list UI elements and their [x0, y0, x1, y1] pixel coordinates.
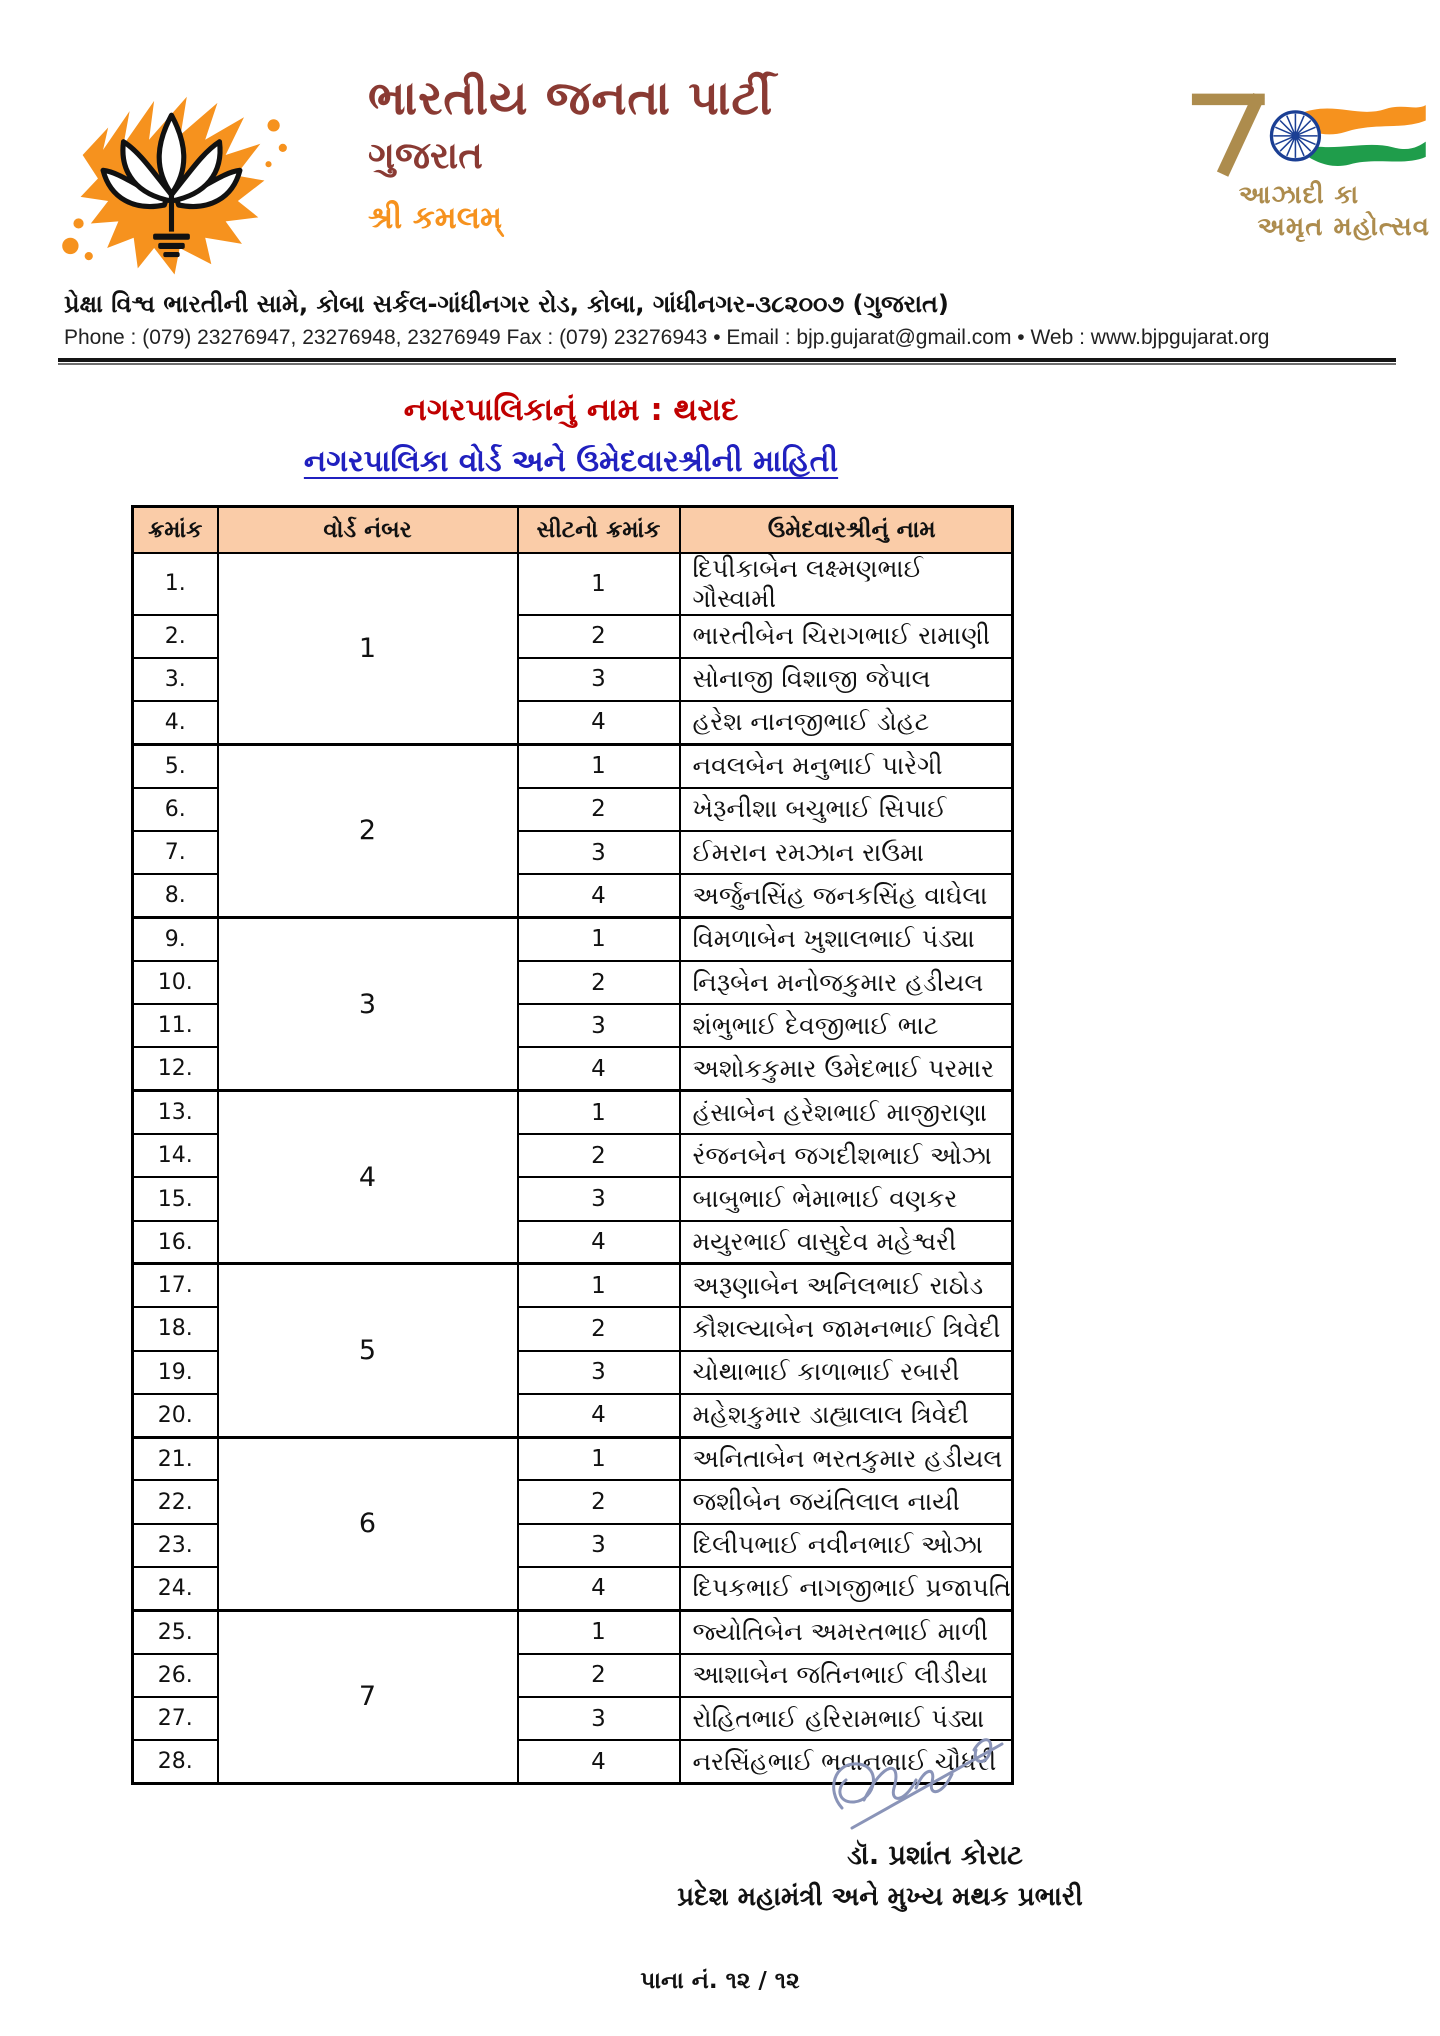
serial-number-cell: 21. [133, 1437, 218, 1480]
candidate-name-cell: વિમળાબેન ખુશાલભાઈ પંડ્યા [680, 918, 1013, 961]
office-name: શ્રી કમલમ્ [368, 200, 503, 237]
candidate-row [133, 1264, 1013, 1307]
seat-number-cell: 2 [518, 1480, 680, 1523]
ward-number-cell: 7 [218, 1610, 518, 1783]
seat-number-cell: 1 [518, 1610, 680, 1653]
candidate-name-cell: નરસિંહભાઈ ભવાનભાઈ ચૌધરી [680, 1740, 1013, 1783]
seat-number-cell: 2 [518, 1307, 680, 1350]
amrut-line2: અમૃત મહોત્સવ [1257, 212, 1430, 242]
table-title: નગરપાલિકા વોર્ડ અને ઉમેદવારશ્રીની માહિતી [303, 444, 839, 479]
signatory-designation: પ્રદેશ મહામંત્રી અને મુખ્ય મથક પ્રભારી [677, 1882, 1083, 1912]
seat-number-cell: 2 [518, 1654, 680, 1697]
serial-number-cell: 25. [133, 1610, 218, 1653]
serial-number-cell: 17. [133, 1264, 218, 1307]
serial-number-cell: 24. [133, 1567, 218, 1610]
candidate-name-cell: જ્યોતિબેન અમરતભાઈ માળી [680, 1610, 1013, 1653]
candidate-name-cell: અનિતાબેન ભરતકુમાર હડીયલ [680, 1437, 1013, 1480]
candidate-name-cell: ભારતીબેન ચિરાગભાઈ રામાણી [680, 615, 1013, 658]
candidate-name-cell: રોહિતભાઈ હરિરામભાઈ પંડ્યા [680, 1697, 1013, 1740]
seat-number-cell: 2 [518, 615, 680, 658]
seat-number-cell: 2 [518, 961, 680, 1004]
seat-number-cell: 3 [518, 1004, 680, 1047]
municipality-name-title: નગરપાલિકાનું નામ : થરાદ [403, 392, 739, 428]
candidate-name-cell: ઈમરાન રમઝાન રાઉમા [680, 831, 1013, 874]
table-header-row [133, 507, 1013, 553]
signature-scribble-icon [822, 1728, 1027, 1853]
header-ward: વોર્ડ નંબર [218, 507, 518, 553]
amrut-mahotsav-logo [1168, 86, 1430, 243]
serial-number-cell: 7. [133, 831, 218, 874]
seat-number-cell: 4 [518, 1567, 680, 1610]
candidate-name-cell: અશોકકુમાર ઉમેદભાઈ પરમાર [680, 1047, 1013, 1090]
serial-number-cell: 15. [133, 1177, 218, 1220]
seat-number-cell: 2 [518, 1134, 680, 1177]
candidate-name-cell: હરેશ નાનજીભાઈ ડોહટ [680, 701, 1013, 744]
serial-number-cell: 5. [133, 744, 218, 787]
seat-number-cell: 1 [518, 553, 680, 615]
seat-number-cell: 3 [518, 1524, 680, 1567]
candidate-name-cell: બાબુભાઈ ભેમાભાઈ વણકર [680, 1177, 1013, 1220]
header-candidate-name: ઉમેદવારશ્રીનું નામ [680, 507, 1013, 553]
candidate-name-cell: દિપીકાબેન લક્ષ્મણભાઈ ગૌસ્વામી [680, 553, 1013, 615]
seat-number-cell: 3 [518, 1351, 680, 1394]
candidate-name-cell: આશાબેન જતિનભાઈ લીડીયા [680, 1654, 1013, 1697]
state-name: ગુજરાત [368, 134, 483, 178]
candidate-name-cell: મયુરભાઈ વાસુદેવ મહેશ્વરી [680, 1221, 1013, 1264]
serial-number-cell: 22. [133, 1480, 218, 1523]
signatory-name: ડૉ. પ્રશાંત કોરાટ [847, 1840, 1023, 1871]
ward-number-cell: 2 [218, 744, 518, 917]
candidate-row [133, 918, 1013, 961]
candidate-name-cell: શંભુભાઈ દેવજીભાઈ ભાટ [680, 1004, 1013, 1047]
seat-number-cell: 2 [518, 788, 680, 831]
candidate-name-cell: અરૂણાબેન અનિલભાઈ રાઠોડ [680, 1264, 1013, 1307]
seat-number-cell: 4 [518, 1047, 680, 1090]
amrut-75-flag-icon [1180, 86, 1430, 178]
candidate-name-cell: ખેરૂનીશા બચુભાઈ સિપાઈ [680, 788, 1013, 831]
serial-number-cell: 2. [133, 615, 218, 658]
seat-number-cell: 1 [518, 918, 680, 961]
letterhead-divider [58, 358, 1396, 365]
candidate-row [133, 1091, 1013, 1134]
serial-number-cell: 4. [133, 701, 218, 744]
ward-number-cell: 4 [218, 1091, 518, 1264]
contact-line: Phone : (079) 23276947, 23276948, 23276949 Fax : (079) 23276943 • Email : bjp.gujarat@gmail.com • Web : www.bjpgujarat.org [64, 326, 1270, 349]
serial-number-cell: 23. [133, 1524, 218, 1567]
serial-number-cell: 14. [133, 1134, 218, 1177]
serial-number-cell: 9. [133, 918, 218, 961]
page-number: પાના નં. ૧૨ / ૧૨ [640, 1968, 800, 1994]
candidate-row [133, 1437, 1013, 1480]
candidate-name-cell: કૌશલ્યાબેન જામનભાઈ ત્રિવેદી [680, 1307, 1013, 1350]
seat-number-cell: 1 [518, 1437, 680, 1480]
candidates-table-body [133, 553, 1013, 1784]
candidates-table [131, 505, 1014, 1785]
serial-number-cell: 3. [133, 658, 218, 701]
seat-number-cell: 3 [518, 1177, 680, 1220]
seat-number-cell: 1 [518, 1091, 680, 1134]
candidate-name-cell: ચોથાભાઈ કાળાભાઈ રબારી [680, 1351, 1013, 1394]
candidate-name-cell: રંજનબેન જગદીશભાઈ ઓઝા [680, 1134, 1013, 1177]
seat-number-cell: 4 [518, 1221, 680, 1264]
candidate-name-cell: જશીબેન જયંતિલાલ નાયી [680, 1480, 1013, 1523]
party-name: ભારતીય જનતા પાર્ટી [368, 71, 774, 126]
serial-number-cell: 16. [133, 1221, 218, 1264]
candidate-row [133, 744, 1013, 787]
candidate-name-cell: હંસાબેન હરેશભાઈ માજીરાણા [680, 1091, 1013, 1134]
seat-number-cell: 4 [518, 874, 680, 917]
serial-number-cell: 28. [133, 1740, 218, 1783]
header-seat: સીટનો ક્રમાંક [518, 507, 680, 553]
candidate-name-cell: નિરૂબેન મનોજકુમાર હડીયલ [680, 961, 1013, 1004]
serial-number-cell: 18. [133, 1307, 218, 1350]
candidate-name-cell: અર્જુનસિંહ જનકસિંહ વાઘેલા [680, 874, 1013, 917]
bjp-lotus-logo-icon [52, 58, 292, 298]
header-serial: ક્રમાંક [133, 507, 218, 553]
amrut-line1: આઝાદી કા [1238, 180, 1360, 209]
candidate-name-cell: દિલીપભાઈ નવીનભાઈ ઓઝા [680, 1524, 1013, 1567]
office-address: પ્રેક્ષા વિશ્વ ભારતીની સામે, કોબા સર્કલ-ગાંધીનગર રોડ, કોબા, ગાંધીનગર-૩૮૨૦૦૭ (ગુજરાત) [64, 290, 949, 318]
serial-number-cell: 1. [133, 553, 218, 615]
seat-number-cell: 3 [518, 1697, 680, 1740]
serial-number-cell: 13. [133, 1091, 218, 1134]
seat-number-cell: 4 [518, 1394, 680, 1437]
serial-number-cell: 10. [133, 961, 218, 1004]
candidate-name-cell: નવલબેન મનુભાઈ પારેગી [680, 744, 1013, 787]
seat-number-cell: 4 [518, 1740, 680, 1783]
ward-number-cell: 1 [218, 553, 518, 745]
ward-number-cell: 5 [218, 1264, 518, 1437]
seat-number-cell: 1 [518, 1264, 680, 1307]
serial-number-cell: 20. [133, 1394, 218, 1437]
serial-number-cell: 8. [133, 874, 218, 917]
candidate-row [133, 1610, 1013, 1653]
candidates-table-wrap [131, 505, 1011, 1785]
serial-number-cell: 11. [133, 1004, 218, 1047]
ward-number-cell: 3 [218, 918, 518, 1091]
candidate-name-cell: મહેશકુમાર ડાહ્યાલાલ ત્રિવેદી [680, 1394, 1013, 1437]
serial-number-cell: 6. [133, 788, 218, 831]
serial-number-cell: 12. [133, 1047, 218, 1090]
serial-number-cell: 27. [133, 1697, 218, 1740]
serial-number-cell: 19. [133, 1351, 218, 1394]
serial-number-cell: 26. [133, 1654, 218, 1697]
seat-number-cell: 4 [518, 701, 680, 744]
candidate-name-cell: સોનાજી વિશાજી જેપાલ [680, 658, 1013, 701]
seat-number-cell: 3 [518, 831, 680, 874]
ward-number-cell: 6 [218, 1437, 518, 1610]
seat-number-cell: 1 [518, 744, 680, 787]
letterhead-titles [368, 72, 928, 237]
candidate-name-cell: દિપકભાઈ નાગજીભાઈ પ્રજાપતિ [680, 1567, 1013, 1610]
candidate-row [133, 553, 1013, 615]
seat-number-cell: 3 [518, 658, 680, 701]
